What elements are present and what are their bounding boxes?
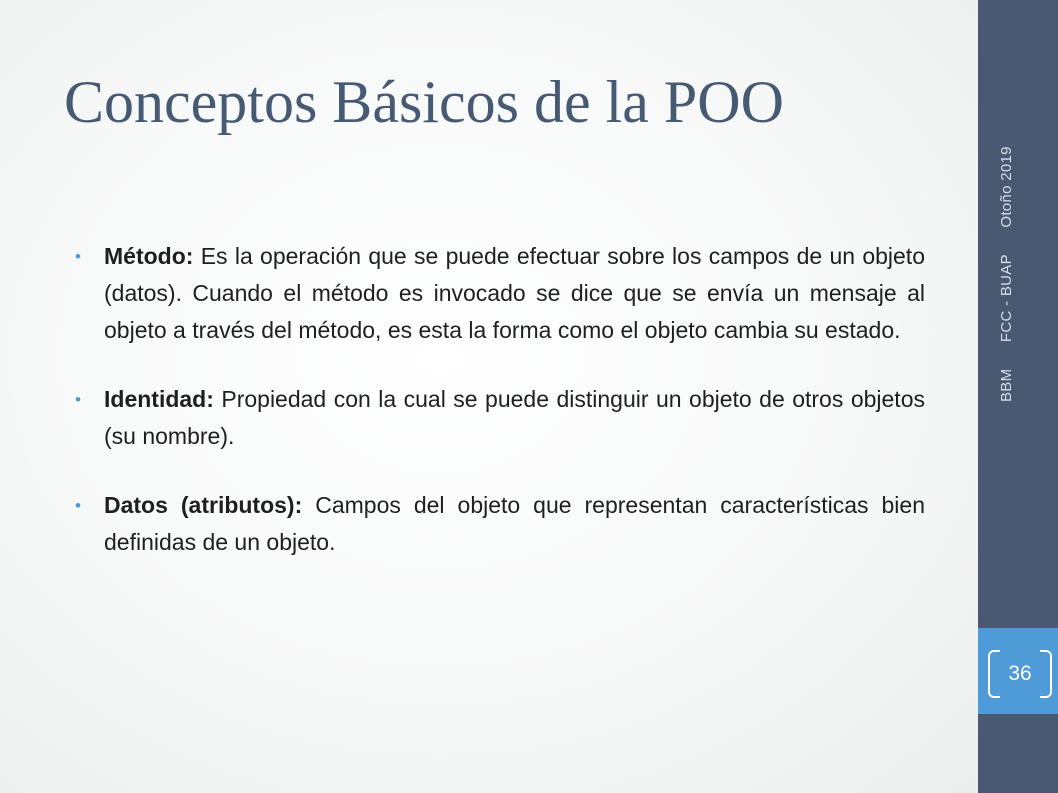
bullet-text: Propiedad con la cual se puede distinguir un objeto de otros objetos (su nombre). bbox=[104, 386, 925, 449]
footer-author: BBM bbox=[998, 368, 1015, 402]
bullet-item-metodo bbox=[75, 238, 925, 349]
bullet-item-identidad bbox=[75, 381, 925, 455]
slide-footer bbox=[998, 124, 1015, 402]
bullet-list bbox=[75, 238, 925, 593]
footer-org: FCC - BUAP bbox=[998, 254, 1015, 343]
page-number: 36 bbox=[1008, 662, 1032, 685]
footer-term: Otoño 2019 bbox=[998, 146, 1015, 228]
bullet-text: Campos del objeto que representan características bien definidas de un objeto. bbox=[104, 492, 925, 555]
slide-title: Conceptos Básicos de la POO bbox=[64, 69, 784, 135]
bullet-text: Es la operación que se puede efectuar sobre los campos de un objeto (datos). Cuando el método es invocado se dice que se envía un mensaje al objeto a través del método, es esta la forma como el objeto cambia su estado. bbox=[104, 243, 925, 343]
page-number-box bbox=[988, 650, 1052, 698]
bullet-dot-icon: • bbox=[75, 390, 81, 409]
bullet-term: Método: bbox=[104, 243, 194, 269]
bullet-item-datos bbox=[75, 487, 925, 561]
bullet-dot-icon: • bbox=[75, 496, 81, 515]
bullet-term: Identidad: bbox=[104, 386, 214, 412]
bullet-dot-icon: • bbox=[75, 247, 81, 266]
bullet-term: Datos (atributos): bbox=[104, 492, 303, 518]
